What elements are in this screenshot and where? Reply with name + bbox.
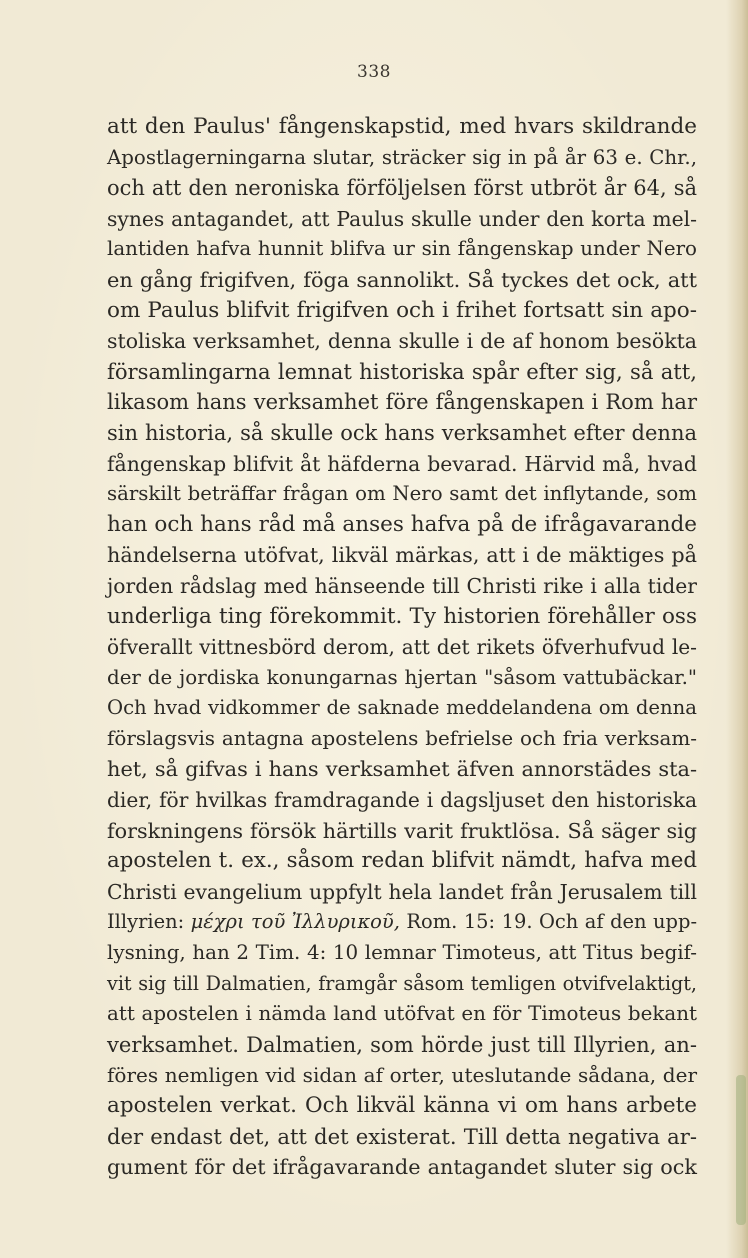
text-line: att den Paulus' fångenskapstid, med hvars skildrande bbox=[107, 114, 697, 139]
text-line: församlingarna lemnat historiska spår efter sig, så att, bbox=[107, 358, 697, 384]
text-line: Apostlagerningarna slutar, sträcker sig in på år 63 e. Chr., bbox=[107, 145, 697, 169]
text-line: föres nemligen vid sidan af orter, uteslutande sådana, der bbox=[107, 1063, 697, 1088]
text-line-with-greek bbox=[107, 907, 697, 938]
text-line: verksamhet. Dalmatien, som hörde just till Illyrien, an- bbox=[107, 1031, 697, 1057]
body-text bbox=[107, 112, 697, 1183]
text-line: händelserna utöfvat, likväl märkas, att i de mäktiges på bbox=[107, 543, 697, 568]
page-number: 338 bbox=[357, 62, 391, 82]
text-line: Christi evangelium uppfylt hela landet från Jerusalem till bbox=[107, 879, 697, 904]
text-line: lysning, han 2 Tim. 4: 10 lemnar Timoteus, att Titus begif- bbox=[107, 941, 697, 965]
page-edge-shadow bbox=[726, 0, 748, 1258]
text-line: forskningens försök härtills varit fruktlösa. Så säger sig bbox=[107, 818, 697, 843]
text-line: vit sig till Dalmatien, framgår såsom temligen otvifvelaktigt, bbox=[107, 971, 697, 995]
text-line: der de jordiska konungarnas hjertan "såsom vattubäckar." bbox=[107, 665, 697, 689]
text-line: stoliska verksamhet, denna skulle i de af honom besökta bbox=[107, 329, 697, 354]
text-line: sin historia, så skulle ock hans verksamhet efter denna bbox=[107, 420, 697, 445]
text-line: dier, för hvilkas framdragande i dagsljuset den historiska bbox=[107, 788, 697, 813]
text-line: han och hans råd må anses hafva på de ifrågavarande bbox=[107, 511, 697, 537]
text-line: gument för det ifrågavarande antagandet sluter sig ock bbox=[107, 1155, 697, 1180]
text-line: om Paulus blifvit frigifven och i frihet fortsatt sin apo- bbox=[107, 297, 697, 323]
text-line: der endast det, att det existerat. Till detta negativa ar- bbox=[107, 1123, 697, 1149]
edge-stain bbox=[736, 1075, 746, 1225]
text-line: apostelen verkat. Och likväl känna vi om hans arbete bbox=[107, 1093, 697, 1118]
greek-line-after: Rom. 15: 19. Och af den upp- bbox=[399, 910, 698, 934]
text-line: och att den neroniska förföljelsen först utbröt år 64, så bbox=[107, 176, 697, 201]
text-line: öfverallt vittnesbörd derom, att det rikets öfverhufvud le- bbox=[107, 635, 697, 660]
text-line: en gång frigifven, föga sannolikt. Så tyckes det ock, att bbox=[107, 267, 697, 292]
text-line: apostelen t. ex., såsom redan blifvit nämdt, hafva med bbox=[107, 848, 697, 874]
text-line: synes antagandet, att Paulus skulle under den korta mel- bbox=[107, 206, 697, 231]
text-line: jorden rådslag med hänseende till Christi rike i alla tider bbox=[107, 573, 697, 598]
text-line: att apostelen i nämda land utöfvat en för Timoteus bekant bbox=[107, 1002, 697, 1026]
text-line: förslagsvis antagna apostelens befrielse och fria verksam- bbox=[107, 726, 697, 750]
text-line: likasom hans verksamhet före fångenskapen i Rom har bbox=[107, 389, 697, 415]
text-line: särskilt beträffar frågan om Nero samt det inflytande, som bbox=[107, 482, 697, 506]
text-line: Och hvad vidkommer de saknade meddelandena om denna bbox=[107, 696, 697, 720]
text-line: fångenskap blifvit åt häfderna bevarad. Härvid må, hvad bbox=[107, 451, 697, 476]
greek-quotation: μέχρι τοῦ Ἰλλυρικοῦ, bbox=[190, 910, 400, 934]
text-line: underliga ting förekommit. Ty historien förehåller oss bbox=[107, 603, 697, 629]
greek-line-before: Illyrien: bbox=[107, 910, 191, 934]
text-line: lantiden hafva hunnit blifva ur sin fångenskap under Nero bbox=[107, 237, 697, 261]
text-line: het, så gifvas i hans verksamhet äfven annorstädes sta- bbox=[107, 757, 697, 782]
